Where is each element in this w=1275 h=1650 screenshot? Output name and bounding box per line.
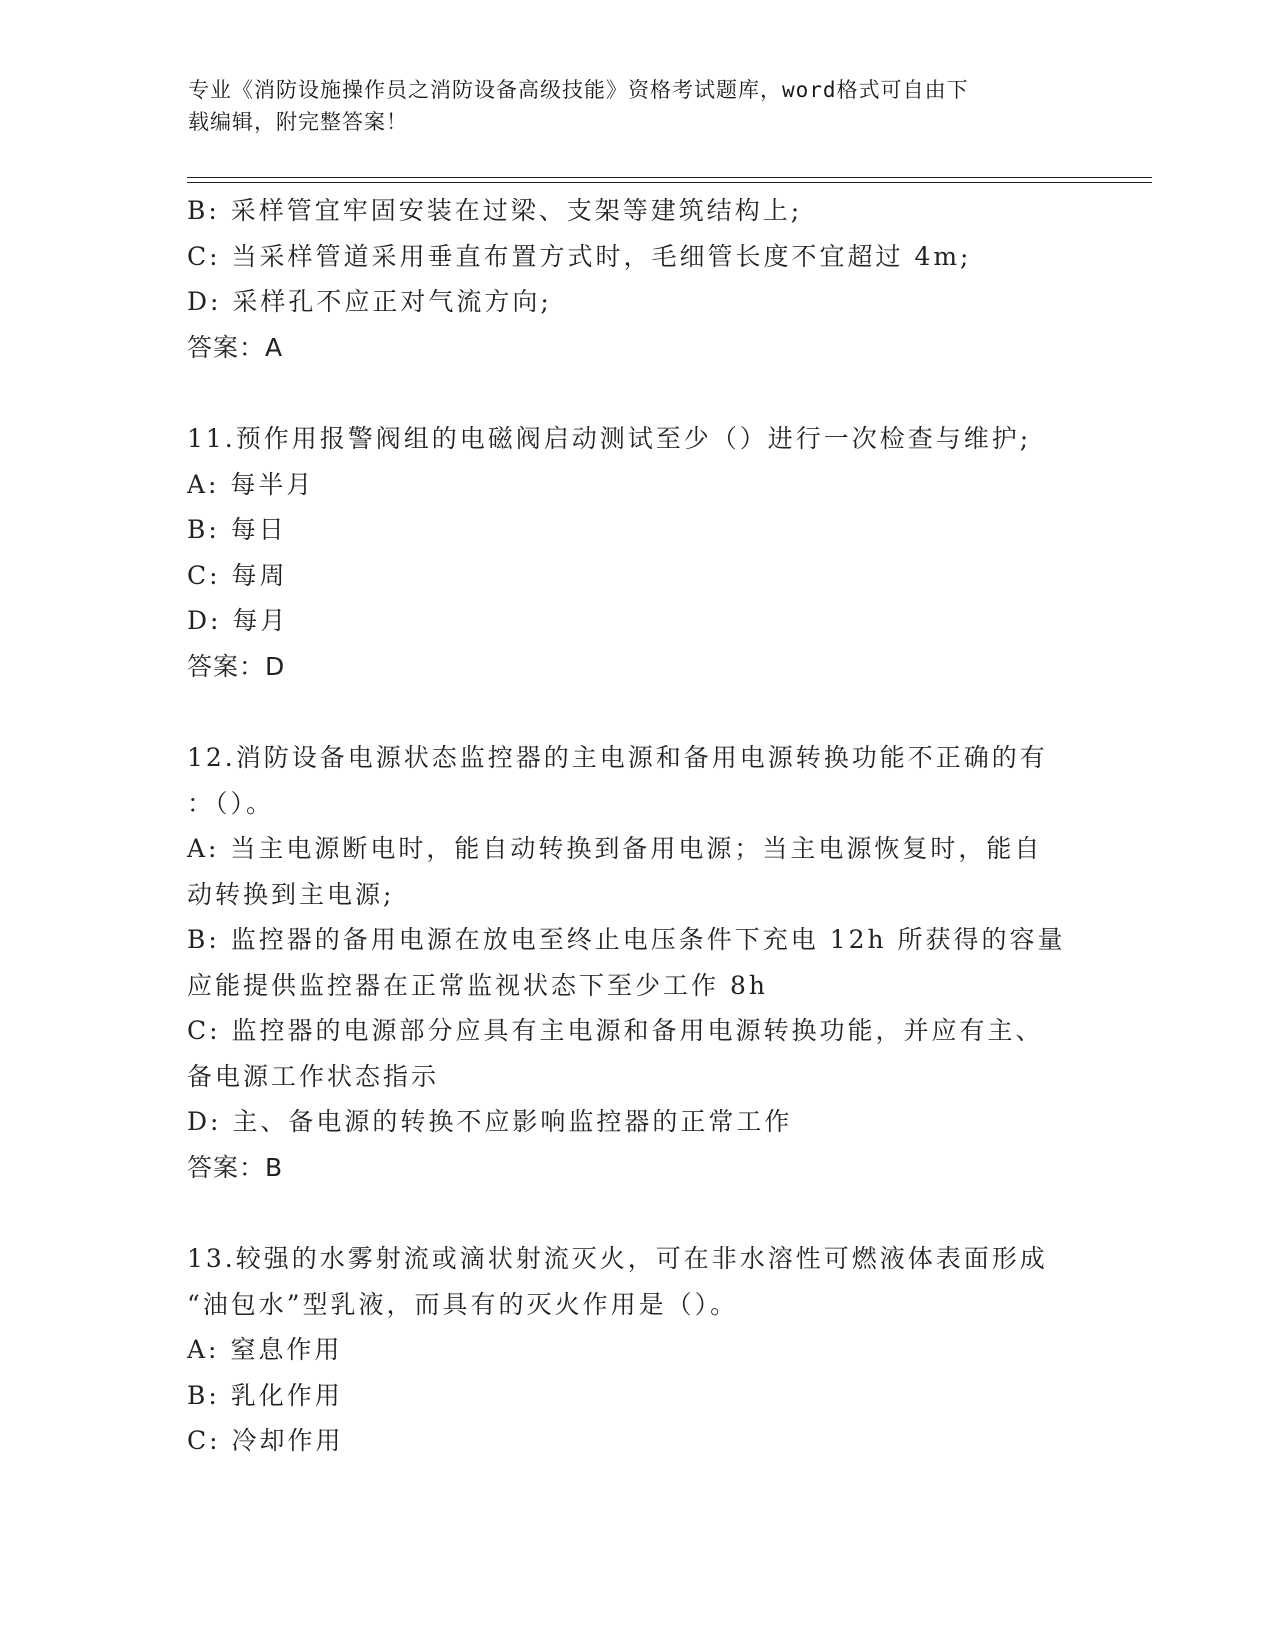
option-c: C: 当采样管道采用垂直布置方式时，毛细管长度不宜超过 4m;: [187, 241, 972, 271]
option-d: D: 采样孔不应正对气流方向;: [187, 287, 552, 316]
option-a-line-1: A: 当主电源断电时，能自动转换到备用电源；当主电源恢复时，能自: [187, 834, 1043, 863]
spacer: [187, 370, 1087, 416]
spacer: [187, 689, 1087, 735]
document-header: [188, 74, 1068, 138]
option-b-line-1: B: 监控器的备用电源在放电至终止电压条件下充电 12h 所获得的容量: [187, 925, 1066, 954]
option-a-line-2: 动转换到主电源;: [187, 879, 395, 909]
answer: 答案：B: [187, 1152, 284, 1182]
option-c-line-1: C: 监控器的电源部分应具有主电源和备用电源转换功能，并应有主、: [187, 1016, 1044, 1045]
option-b: B: 采样管宜牢固安装在过梁、支架等建筑结构上;: [187, 196, 803, 225]
option-c: C: 冷却作用: [187, 1426, 344, 1455]
question-13: [187, 1236, 1087, 1464]
question-10: [187, 188, 1087, 370]
option-d: D: 每月: [187, 606, 289, 635]
option-c: C: 每周: [187, 560, 288, 590]
header-divider-top: [187, 177, 1152, 178]
option-a: A: 窒息作用: [187, 1335, 343, 1364]
header-line-2: 载编辑，附完整答案！: [188, 110, 408, 134]
question-stem-line-2: “油包水”型乳液，而具有的灭火作用是（）。: [187, 1289, 739, 1319]
question-stem-line-1: 13.较强的水雾射流或滴状射流灭火，可在非水溶性可燃液体表面形成: [187, 1244, 1048, 1273]
option-d: D: 主、备电源的转换不应影响监控器的正常工作: [187, 1107, 793, 1136]
question-12: [187, 735, 1087, 1190]
question-11: [187, 416, 1087, 689]
answer: 答案：A: [187, 332, 284, 362]
header-divider-bottom: [187, 182, 1152, 183]
answer: 答案：D: [187, 651, 286, 681]
header-line-1: 专业《消防设施操作员之消防设备高级技能》资格考试题库，word格式可自由下: [188, 78, 969, 102]
question-stem-line-2: ：（）。: [187, 788, 275, 818]
option-a: A: 每半月: [187, 469, 315, 499]
spacer: [187, 1190, 1087, 1236]
question-stem-line-1: 12.消防设备电源状态监控器的主电源和备用电源转换功能不正确的有: [187, 743, 1048, 772]
question-list: [187, 188, 1087, 1464]
option-b: B: 每日: [187, 515, 287, 544]
option-c-line-2: 备电源工作状态指示: [187, 1061, 440, 1091]
question-stem: 11.预作用报警阀组的电磁阀启动测试至少（）进行一次检查与维护;: [187, 424, 1032, 453]
option-b: B: 乳化作用: [187, 1380, 343, 1410]
option-b-line-2: 应能提供监控器在正常监视状态下至少工作 8h: [187, 970, 768, 1000]
